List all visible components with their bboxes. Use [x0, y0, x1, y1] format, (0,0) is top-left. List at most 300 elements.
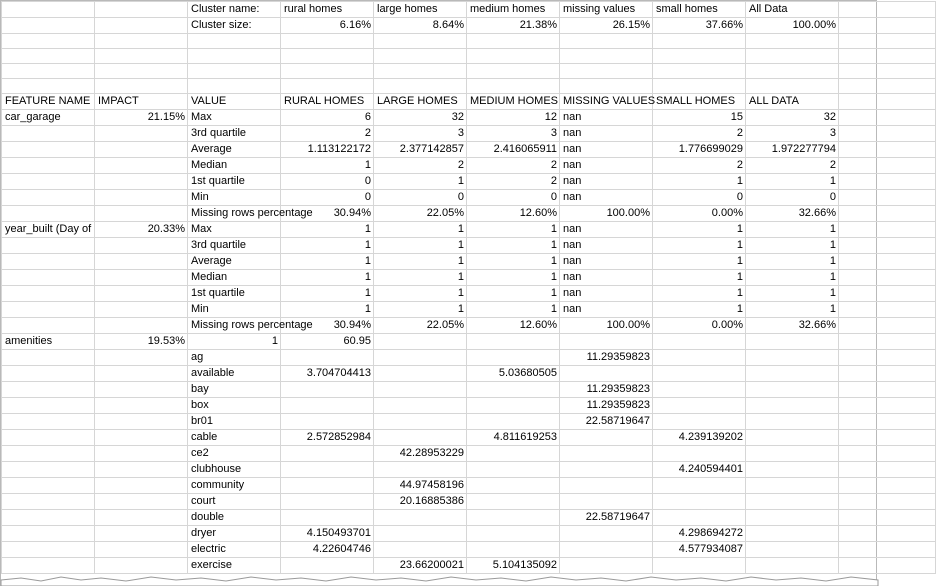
cell[interactable] [188, 64, 281, 79]
cell[interactable] [746, 430, 839, 446]
cell[interactable]: RURAL HOMES [281, 94, 374, 110]
cell[interactable] [2, 254, 95, 270]
cell[interactable]: large homes [374, 2, 467, 18]
cell[interactable] [2, 158, 95, 174]
cell[interactable]: 44.97458196 [374, 478, 467, 494]
cell[interactable] [839, 510, 936, 526]
cell[interactable] [2, 382, 95, 398]
cell[interactable]: 1 [281, 286, 374, 302]
cell[interactable]: 12.60% [467, 206, 560, 222]
cell[interactable]: rural homes [281, 2, 374, 18]
cell[interactable] [467, 414, 560, 430]
cell[interactable] [2, 206, 95, 222]
cell[interactable] [653, 478, 746, 494]
cell[interactable]: 4.240594401 [653, 462, 746, 478]
cell[interactable] [95, 286, 188, 302]
cell[interactable] [467, 350, 560, 366]
cell[interactable]: 12 [467, 110, 560, 126]
cell[interactable]: small homes [653, 2, 746, 18]
cell[interactable] [95, 2, 188, 18]
cell[interactable]: 4.811619253 [467, 430, 560, 446]
cell[interactable]: exercise [188, 558, 281, 574]
cell[interactable] [560, 526, 653, 542]
cell[interactable]: court [188, 494, 281, 510]
cell[interactable]: 4.577934087 [653, 542, 746, 558]
cell[interactable]: 1 [281, 158, 374, 174]
cell[interactable] [839, 94, 936, 110]
cell[interactable]: nan [560, 190, 653, 206]
cell[interactable]: 1st quartile [188, 286, 281, 302]
cell[interactable] [374, 350, 467, 366]
cell[interactable] [839, 446, 936, 462]
cell[interactable] [374, 510, 467, 526]
cell[interactable]: LARGE HOMES [374, 94, 467, 110]
cell[interactable] [2, 414, 95, 430]
cell[interactable]: 23.66200021 [374, 558, 467, 574]
cell[interactable]: MEDIUM HOMES [467, 94, 560, 110]
cell[interactable]: 0.00% [653, 318, 746, 334]
cell[interactable]: 4.239139202 [653, 430, 746, 446]
cell[interactable]: clubhouse [188, 462, 281, 478]
cell[interactable] [653, 494, 746, 510]
cell[interactable] [839, 350, 936, 366]
cell[interactable]: 1 [467, 302, 560, 318]
cell[interactable]: 0.00% [653, 206, 746, 222]
cell[interactable]: 1 [374, 286, 467, 302]
cell[interactable]: 0 [374, 190, 467, 206]
cell[interactable] [653, 334, 746, 350]
cell[interactable]: 20.33% [95, 222, 188, 238]
cell[interactable]: 4.298694272 [653, 526, 746, 542]
cell[interactable]: nan [560, 142, 653, 158]
cell[interactable] [467, 542, 560, 558]
cell[interactable] [653, 382, 746, 398]
cell[interactable] [95, 382, 188, 398]
cell[interactable]: electric [188, 542, 281, 558]
cell[interactable] [95, 174, 188, 190]
cell[interactable]: Min [188, 190, 281, 206]
cell[interactable] [467, 526, 560, 542]
cell[interactable]: 3rd quartile [188, 126, 281, 142]
cell[interactable] [653, 79, 746, 94]
cell[interactable] [839, 414, 936, 430]
cell[interactable]: 1 [281, 222, 374, 238]
cell[interactable] [281, 414, 374, 430]
cell[interactable] [281, 494, 374, 510]
cell[interactable]: nan [560, 302, 653, 318]
cell[interactable] [374, 49, 467, 64]
cell[interactable] [374, 462, 467, 478]
cell[interactable] [2, 398, 95, 414]
cell[interactable]: 0 [746, 190, 839, 206]
cell[interactable] [2, 238, 95, 254]
cell[interactable] [839, 286, 936, 302]
cell[interactable] [2, 142, 95, 158]
cell[interactable]: Max [188, 110, 281, 126]
cell[interactable] [746, 526, 839, 542]
cell[interactable]: year_built (Day of [2, 222, 95, 238]
cell[interactable]: car_garage [2, 110, 95, 126]
cell[interactable]: community [188, 478, 281, 494]
cell[interactable]: 0 [281, 190, 374, 206]
cell[interactable]: MISSING VALUES [560, 94, 653, 110]
cell[interactable] [95, 254, 188, 270]
cell[interactable]: 60.95 [281, 334, 374, 350]
cell[interactable] [746, 49, 839, 64]
cell[interactable]: 1 [281, 270, 374, 286]
cell[interactable]: nan [560, 174, 653, 190]
cell[interactable] [2, 79, 95, 94]
cell[interactable] [2, 126, 95, 142]
cell[interactable] [467, 494, 560, 510]
cell[interactable]: 2 [653, 126, 746, 142]
cell[interactable] [2, 494, 95, 510]
cell[interactable] [746, 478, 839, 494]
cell[interactable] [281, 382, 374, 398]
cell[interactable]: 22.58719647 [560, 510, 653, 526]
cell[interactable]: 1 [653, 238, 746, 254]
cell[interactable] [746, 462, 839, 478]
cell[interactable]: 22.05% [374, 318, 467, 334]
cell[interactable] [281, 446, 374, 462]
cell[interactable]: 1 [281, 254, 374, 270]
cell[interactable] [95, 398, 188, 414]
cell[interactable] [839, 158, 936, 174]
cell[interactable]: VALUE [188, 94, 281, 110]
cell[interactable]: box [188, 398, 281, 414]
cell[interactable] [374, 414, 467, 430]
cell[interactable]: nan [560, 286, 653, 302]
cell[interactable]: 1.776699029 [653, 142, 746, 158]
cell[interactable]: 1 [281, 302, 374, 318]
cell[interactable]: Missing rows percentage [188, 318, 281, 334]
cell[interactable]: available [188, 366, 281, 382]
cell[interactable]: 1 [746, 286, 839, 302]
cell[interactable] [467, 382, 560, 398]
cell[interactable]: 2 [281, 126, 374, 142]
cell[interactable]: All Data [746, 2, 839, 18]
cell[interactable] [839, 398, 936, 414]
cell[interactable] [839, 558, 936, 574]
cell[interactable] [374, 366, 467, 382]
cell[interactable]: 3.704704413 [281, 366, 374, 382]
cell[interactable]: Cluster name: [188, 2, 281, 18]
cell[interactable] [95, 302, 188, 318]
cell[interactable] [374, 526, 467, 542]
cell[interactable] [653, 398, 746, 414]
cell[interactable]: 1 [467, 270, 560, 286]
cell[interactable]: nan [560, 238, 653, 254]
cell[interactable]: 32 [746, 110, 839, 126]
cell[interactable] [839, 334, 936, 350]
cell[interactable] [95, 18, 188, 34]
cell[interactable] [467, 462, 560, 478]
cell[interactable] [2, 18, 95, 34]
cell[interactable] [839, 366, 936, 382]
cell[interactable]: 1 [653, 286, 746, 302]
cell[interactable] [467, 79, 560, 94]
cell[interactable] [95, 158, 188, 174]
cell[interactable] [746, 64, 839, 79]
cell[interactable]: nan [560, 110, 653, 126]
cell[interactable] [839, 494, 936, 510]
cell[interactable] [560, 79, 653, 94]
cell[interactable]: nan [560, 158, 653, 174]
cell[interactable] [653, 350, 746, 366]
cell[interactable]: 11.29359823 [560, 382, 653, 398]
cell[interactable]: 0 [653, 190, 746, 206]
cell[interactable] [467, 49, 560, 64]
cell[interactable]: 12.60% [467, 318, 560, 334]
cell[interactable] [839, 34, 936, 49]
cell[interactable] [560, 64, 653, 79]
cell[interactable] [653, 64, 746, 79]
cell[interactable]: 1 [374, 222, 467, 238]
cell[interactable]: 1 [374, 174, 467, 190]
cell[interactable] [746, 34, 839, 49]
cell[interactable] [188, 34, 281, 49]
cell[interactable] [2, 462, 95, 478]
cell[interactable] [2, 302, 95, 318]
cell[interactable] [560, 366, 653, 382]
cell[interactable] [2, 510, 95, 526]
cell[interactable] [95, 206, 188, 222]
cell[interactable] [560, 478, 653, 494]
cell[interactable]: IMPACT [95, 94, 188, 110]
cell[interactable] [839, 49, 936, 64]
cell[interactable] [839, 126, 936, 142]
cell[interactable] [839, 462, 936, 478]
cell[interactable] [281, 510, 374, 526]
cell[interactable] [2, 558, 95, 574]
cell[interactable]: Average [188, 254, 281, 270]
cell[interactable] [839, 2, 936, 18]
cell[interactable]: 6 [281, 110, 374, 126]
cell[interactable] [746, 366, 839, 382]
cell[interactable] [95, 350, 188, 366]
cell[interactable]: 11.29359823 [560, 350, 653, 366]
cell[interactable] [467, 510, 560, 526]
cell[interactable]: 0 [467, 190, 560, 206]
cell[interactable] [839, 18, 936, 34]
cell[interactable] [839, 270, 936, 286]
cell[interactable]: 37.66% [653, 18, 746, 34]
cell[interactable] [374, 398, 467, 414]
cell[interactable]: 2.377142857 [374, 142, 467, 158]
cell[interactable]: 1 [746, 302, 839, 318]
cell[interactable] [2, 174, 95, 190]
cell[interactable]: 1st quartile [188, 174, 281, 190]
cell[interactable] [95, 558, 188, 574]
cell[interactable] [746, 510, 839, 526]
cell[interactable]: 26.15% [560, 18, 653, 34]
cell[interactable] [467, 478, 560, 494]
cell[interactable] [746, 398, 839, 414]
cell[interactable] [839, 542, 936, 558]
cell[interactable]: missing values [560, 2, 653, 18]
cell[interactable] [95, 270, 188, 286]
cell[interactable] [839, 526, 936, 542]
cell[interactable] [95, 462, 188, 478]
cell[interactable] [95, 238, 188, 254]
cell[interactable] [839, 254, 936, 270]
cell[interactable]: 1 [746, 254, 839, 270]
cell[interactable] [95, 126, 188, 142]
cell[interactable] [839, 64, 936, 79]
cell[interactable] [467, 334, 560, 350]
cell[interactable] [2, 350, 95, 366]
cell[interactable]: bay [188, 382, 281, 398]
cell[interactable]: 2 [467, 158, 560, 174]
cell[interactable] [281, 350, 374, 366]
cell[interactable] [839, 190, 936, 206]
cell[interactable] [95, 142, 188, 158]
cell[interactable] [839, 206, 936, 222]
cell[interactable] [560, 462, 653, 478]
cell[interactable] [560, 49, 653, 64]
cell[interactable]: dryer [188, 526, 281, 542]
cell[interactable] [653, 510, 746, 526]
cell[interactable]: 1 [188, 334, 281, 350]
cell[interactable] [2, 64, 95, 79]
cell[interactable]: 1 [374, 302, 467, 318]
cell[interactable] [839, 318, 936, 334]
cell[interactable]: 1 [653, 254, 746, 270]
cell[interactable] [467, 398, 560, 414]
cell[interactable]: br01 [188, 414, 281, 430]
cell[interactable]: 32.66% [746, 206, 839, 222]
cell[interactable] [746, 542, 839, 558]
cell[interactable] [281, 79, 374, 94]
cell[interactable] [746, 334, 839, 350]
cell[interactable] [374, 64, 467, 79]
cell[interactable]: 20.16885386 [374, 494, 467, 510]
cell[interactable]: 2 [467, 174, 560, 190]
cell[interactable] [653, 366, 746, 382]
cell[interactable] [746, 79, 839, 94]
cell[interactable] [2, 542, 95, 558]
cell[interactable] [746, 414, 839, 430]
cell[interactable] [374, 334, 467, 350]
cell[interactable]: 1 [653, 270, 746, 286]
cell[interactable] [188, 79, 281, 94]
cell[interactable] [95, 366, 188, 382]
cell[interactable] [188, 49, 281, 64]
cell[interactable] [2, 190, 95, 206]
cell[interactable]: 2.416065911 [467, 142, 560, 158]
cell[interactable] [95, 49, 188, 64]
cell[interactable]: nan [560, 270, 653, 286]
cell[interactable]: 21.38% [467, 18, 560, 34]
cell[interactable]: 1 [374, 254, 467, 270]
cell[interactable]: 1 [746, 238, 839, 254]
cell[interactable]: 15 [653, 110, 746, 126]
cell[interactable] [839, 238, 936, 254]
cell[interactable] [560, 34, 653, 49]
cell[interactable] [653, 414, 746, 430]
cell[interactable]: 1 [374, 238, 467, 254]
cell[interactable]: 32 [374, 110, 467, 126]
cell[interactable]: 3 [374, 126, 467, 142]
cell[interactable] [2, 366, 95, 382]
cell[interactable]: 32.66% [746, 318, 839, 334]
cell[interactable]: 5.03680505 [467, 366, 560, 382]
cell[interactable]: 30.94% [281, 318, 374, 334]
cell[interactable]: Median [188, 158, 281, 174]
cell[interactable] [839, 174, 936, 190]
cell[interactable] [95, 446, 188, 462]
cell[interactable]: 5.104135092 [467, 558, 560, 574]
cell[interactable]: 2 [653, 158, 746, 174]
cell[interactable] [2, 430, 95, 446]
cell[interactable] [95, 542, 188, 558]
cell[interactable] [95, 190, 188, 206]
cell[interactable]: cable [188, 430, 281, 446]
cell[interactable]: Median [188, 270, 281, 286]
cell[interactable]: 2.572852984 [281, 430, 374, 446]
cell[interactable] [2, 446, 95, 462]
cell[interactable]: nan [560, 126, 653, 142]
cell[interactable]: 30.94% [281, 206, 374, 222]
cell[interactable]: 6.16% [281, 18, 374, 34]
cell[interactable] [95, 34, 188, 49]
cell[interactable]: 4.22604746 [281, 542, 374, 558]
cell[interactable] [467, 64, 560, 79]
cell[interactable]: 11.29359823 [560, 398, 653, 414]
cell[interactable] [2, 526, 95, 542]
cell[interactable] [839, 110, 936, 126]
cell[interactable]: 19.53% [95, 334, 188, 350]
cell[interactable] [560, 494, 653, 510]
cell[interactable]: 1 [746, 270, 839, 286]
cell[interactable] [2, 49, 95, 64]
cell[interactable]: 1.113122172 [281, 142, 374, 158]
cell[interactable]: Missing rows percentage [188, 206, 281, 222]
cell[interactable]: 21.15% [95, 110, 188, 126]
cell[interactable] [281, 34, 374, 49]
cell[interactable]: 3 [746, 126, 839, 142]
cell[interactable]: 1 [467, 222, 560, 238]
cell[interactable] [839, 382, 936, 398]
cell[interactable]: 4.150493701 [281, 526, 374, 542]
cell[interactable] [95, 430, 188, 446]
cell[interactable] [2, 2, 95, 18]
cell[interactable] [839, 430, 936, 446]
cell[interactable]: 100.00% [560, 206, 653, 222]
cell[interactable] [374, 34, 467, 49]
cell[interactable] [281, 462, 374, 478]
cell[interactable]: 1 [467, 238, 560, 254]
cell[interactable] [467, 34, 560, 49]
cell[interactable]: Max [188, 222, 281, 238]
cell[interactable] [560, 446, 653, 462]
cell[interactable] [95, 478, 188, 494]
cell[interactable] [374, 430, 467, 446]
cell[interactable]: 1 [467, 286, 560, 302]
cell[interactable]: 1 [653, 302, 746, 318]
cell[interactable] [281, 558, 374, 574]
cell[interactable] [2, 270, 95, 286]
cell[interactable] [746, 558, 839, 574]
cell[interactable]: 1.972277794 [746, 142, 839, 158]
cell[interactable] [95, 64, 188, 79]
cell[interactable]: Min [188, 302, 281, 318]
cell[interactable] [560, 334, 653, 350]
cell[interactable]: double [188, 510, 281, 526]
cell[interactable] [95, 526, 188, 542]
cell[interactable]: medium homes [467, 2, 560, 18]
cell[interactable]: 22.58719647 [560, 414, 653, 430]
